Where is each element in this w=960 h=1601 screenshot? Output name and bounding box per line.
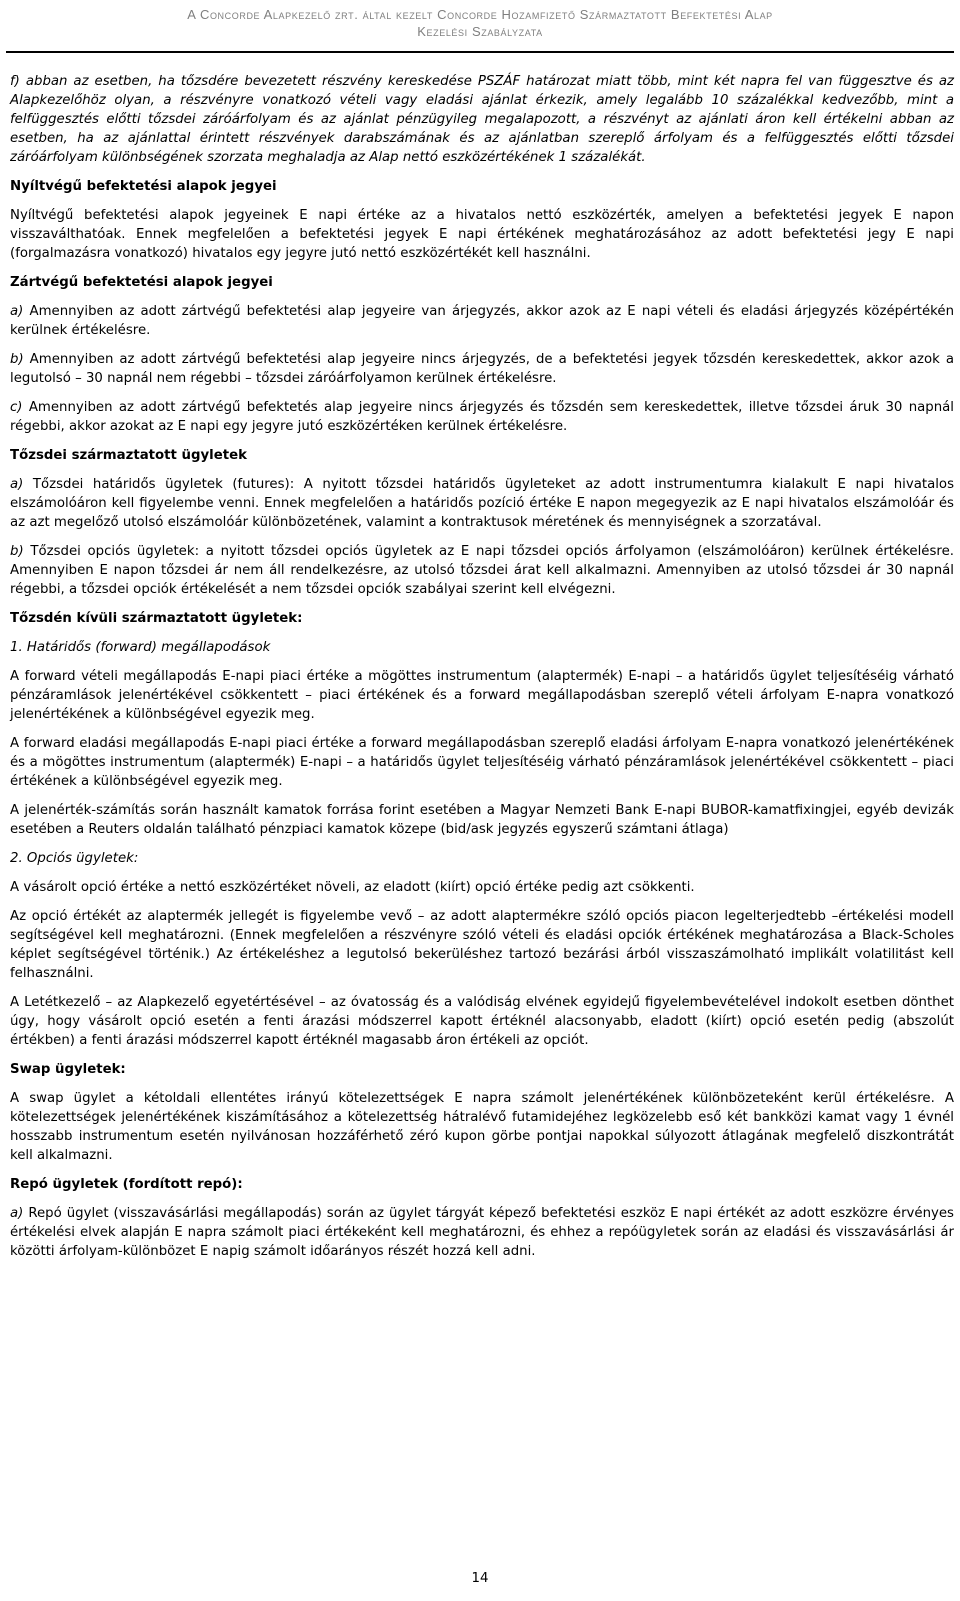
paragraph-options-2: Az opció értékét az alaptermék jellegét is figyelembe vevő – az adott alaptermékre szóló opciós piacon legelterjedtebb –értékelési modell segítségével kell meghatározni. (Ennek megfelelően a részvényre szóló vételi és eladási opciók értékének meghatározása a Black-Scholes képlet segítségével történik.) Az értékeléshez a legutolsó bekerüléshez tartozó bezárási árból visszaszámolható implikált volatilitást kell felhasználni. bbox=[10, 909, 954, 981]
paragraph-closed-c bbox=[10, 398, 954, 436]
paragraph-forward-1: A forward vételi megállapodás E-napi piaci értéke a mögöttes instrumentum (alaptermék) E-napi – a határidős ügylet teljesítéséig várható pénzáramlások jelenértékével csökkentett – piaci értékének és a forward megállapodásban szereplő vételi árfolyam E-napra vonatkozó jelenértékének a különbségével egyezik meg. bbox=[10, 669, 954, 722]
paragraph-repo-a bbox=[10, 1204, 954, 1261]
heading-swap: Swap ügyletek: bbox=[10, 1062, 126, 1077]
paragraph-text: Amennyiben az adott zártvégű befektetési alap jegyeire van árjegyzés, akkor azok az E napi vételi és eladási árjegyzés középértékén kerülnek értékelésre. bbox=[10, 304, 955, 338]
list-label: f) bbox=[10, 74, 20, 89]
paragraph-text: Tőzsdei opciós ügyletek: a nyitott tőzsdei opciós ügyletek az E napi tőzsdei opciós árfolyamon (elszámolóáron) kerülnek értékelésre. Amennyiben E napon tőzsdei ár nem áll rendelkezésre, az utolsó tőzsdei árat kell alkalmazni. Amennyiben az utolsó tőzsdei ár 30 napnál régebbi, a tőzsdei opciók értékelését a nem tőzsdei opciók szabályai szerint kell elvégezni. bbox=[10, 544, 954, 597]
document-body bbox=[10, 72, 954, 1271]
list-label: a) bbox=[10, 477, 24, 492]
paragraph-text: Repó ügylet (visszavásárlási megállapodás) során az ügylet tárgyát képező befektetési eszköz E napi értékét az adott eszközre érvényes értékelési elvek alapján E napra számolt piaci értékeként kell meghatározni, és ehhez a repóügyletek során az eladási és visszavásárlási ár közötti árfolyam-különbözet E napig számolt időarányos részét hozzá kell adni. bbox=[10, 1206, 954, 1259]
subheading-options: 2. Opciós ügyletek: bbox=[10, 851, 139, 866]
paragraph-f bbox=[10, 72, 954, 167]
heading-exchange-derivatives: Tőzsdei származtatott ügyletek bbox=[10, 448, 247, 463]
paragraph-text: Amennyiben az adott zártvégű befektetési alap jegyeire nincs árjegyzés, de a befektetési jegyek tőzsdén kereskedettek, akkor azok a legutolsó – 30 napnál nem régebbi – tőzsdei záróárfolyamon kerülnek értékelésre. bbox=[10, 352, 954, 386]
list-label: b) bbox=[10, 544, 24, 559]
paragraph-exchange-a bbox=[10, 475, 954, 532]
paragraph-text: Amennyiben az adott zártvégű befektetés alap jegyeire nincs árjegyzés és tőzsdén sem kereskedettek, illetve tőzsdei áruk 30 napnál régebbi, akkor azokat az E napi egy jegyre jutó eszközértéken kerülnek értékelésre. bbox=[10, 400, 954, 434]
page-number: 14 bbox=[471, 1571, 489, 1586]
heading-repo: Repó ügyletek (fordított repó): bbox=[10, 1177, 243, 1192]
paragraph-forward-3: A jelenérték-számítás során használt kamatok forrása forint esetében a Magyar Nemzeti Bank E-napi BUBOR-kamatfixingjei, egyéb devizák esetében a Reuters oldalán található pénzpiaci kamatok közepe (bid/ask jegyzés egyszerű számtani átlaga) bbox=[10, 803, 954, 837]
heading-open-ended-funds: Nyíltvégű befektetési alapok jegyei bbox=[10, 179, 277, 194]
paragraph-forward-2: A forward eladási megállapodás E-napi piaci értéke a forward megállapodásban szereplő eladási árfolyam E-napra vonatkozó jelenértékének és a mögöttes instrumentum (alaptermék) E-napi – a határidős ügylet teljesítéséig várható pénzáramlások jelenértékével csökkentett – piaci értékének a különbségével egyezik meg. bbox=[10, 736, 954, 789]
paragraph-exchange-b bbox=[10, 542, 954, 599]
paragraph-options-1: A vásárolt opció értéke a nettó eszközértéket növeli, az eladott (kiírt) opció értéke pedig azt csökkenti. bbox=[10, 880, 695, 895]
subheading-forward: 1. Határidős (forward) megállapodások bbox=[10, 640, 271, 655]
paragraph-closed-a bbox=[10, 302, 954, 340]
paragraph-options-3: A Letétkezelő – az Alapkezelő egyetértésével – az óvatosság és a valódiság elvének egyidejű figyelembevételével indokolt esetben dönthet úgy, hogy vásárolt opció esetén a fenti árazási módszerrel kapott értéknél alacsonyabb, eladott (kiírt) opció esetén pedig (abszolút értékben) a fenti árazási módszerrel kapott értéknél magasabb áron értékeli az opciót. bbox=[10, 995, 954, 1048]
list-label: b) bbox=[10, 352, 24, 367]
paragraph-open-ended: Nyíltvégű befektetési alapok jegyeinek E napi értéke az a hivatalos nettó eszközérték, amelyen a befektetési jegyek E napon visszaválthatóak. Ennek megfelelően a befektetési jegyek E napi értékének meghatározásához az adott befektetési jegy E napi (forgalmazásra vonatkozó) hivatalos egy jegyre jutó nettó eszközértékét kell használni. bbox=[10, 208, 954, 261]
paragraph-closed-b bbox=[10, 350, 954, 388]
list-label: a) bbox=[10, 1206, 24, 1221]
header-line-2: Kezelési Szabályzata bbox=[417, 24, 543, 39]
list-label: c) bbox=[10, 400, 23, 415]
paragraph-text: abban az esetben, ha tőzsdére bevezetett részvény kereskedése PSZÁF határozat miatt több, mint két napra fel van függesztve és az Alapkezelőhöz olyan, a részvényre vonatkozó vételi vagy eladási ajánlat érkezik, amely legalább 10 százalékkal kedvezőbb, mint a felfüggesztés előtti tőzsdei záróárfolyam és az ajánlat pénzügyileg megalapozott, a részvényt az ajánlati áron kell értékelni abban az esetben, ha az ajánlattal érintett részvények darabszámának és az ajánlatban szereplő árfolyam és a felfüggesztés előtti tőzsdei záróárfolyam különbségének szorzata meghaladja az Alap nettó eszközértékének 1 százalékát. bbox=[10, 74, 954, 165]
document-header bbox=[0, 6, 960, 40]
header-line-1: A Concorde Alapkezelő zrt. által kezelt Concorde Hozamfizető Származtatott Befektetési Alap bbox=[187, 7, 773, 22]
header-rule bbox=[6, 51, 954, 53]
heading-closed-end-funds: Zártvégű befektetési alapok jegyei bbox=[10, 275, 273, 290]
list-label: a) bbox=[10, 304, 24, 319]
heading-otc-derivatives: Tőzsdén kívüli származtatott ügyletek: bbox=[10, 611, 303, 626]
paragraph-swap: A swap ügylet a kétoldali ellentétes irányú kötelezettségek E napra számolt jelenértékének különbözeteként kerül értékelésre. A kötelezettségek jelenértékének kiszámításához a kötelezettség hátralévő futamidejéhez legközelebb eső két bankközi kamat vagy 1 évnél hosszabb instrumentum esetén nyilvánosan hozzáférhető zéró kupon görbe pontjai napokkal súlyozott átlagának megfelelő diszkontrátát kell alkalmazni. bbox=[10, 1091, 954, 1163]
paragraph-text: Tőzsdei határidős ügyletek (futures): A nyitott tőzsdei határidős ügyleteket az adott instrumentumra kialakult E napi hivatalos elszámolóáron kell figyelembe venni. Ennek megfelelően a határidős pozíció értéke E napon megegyezik az E napi hivatalos elszámolóár és az azt megelőző utolsó elszámolóár különbözetének, valamint a kontraktusok méretének és mennyiségnek a szorzatával. bbox=[10, 477, 954, 530]
